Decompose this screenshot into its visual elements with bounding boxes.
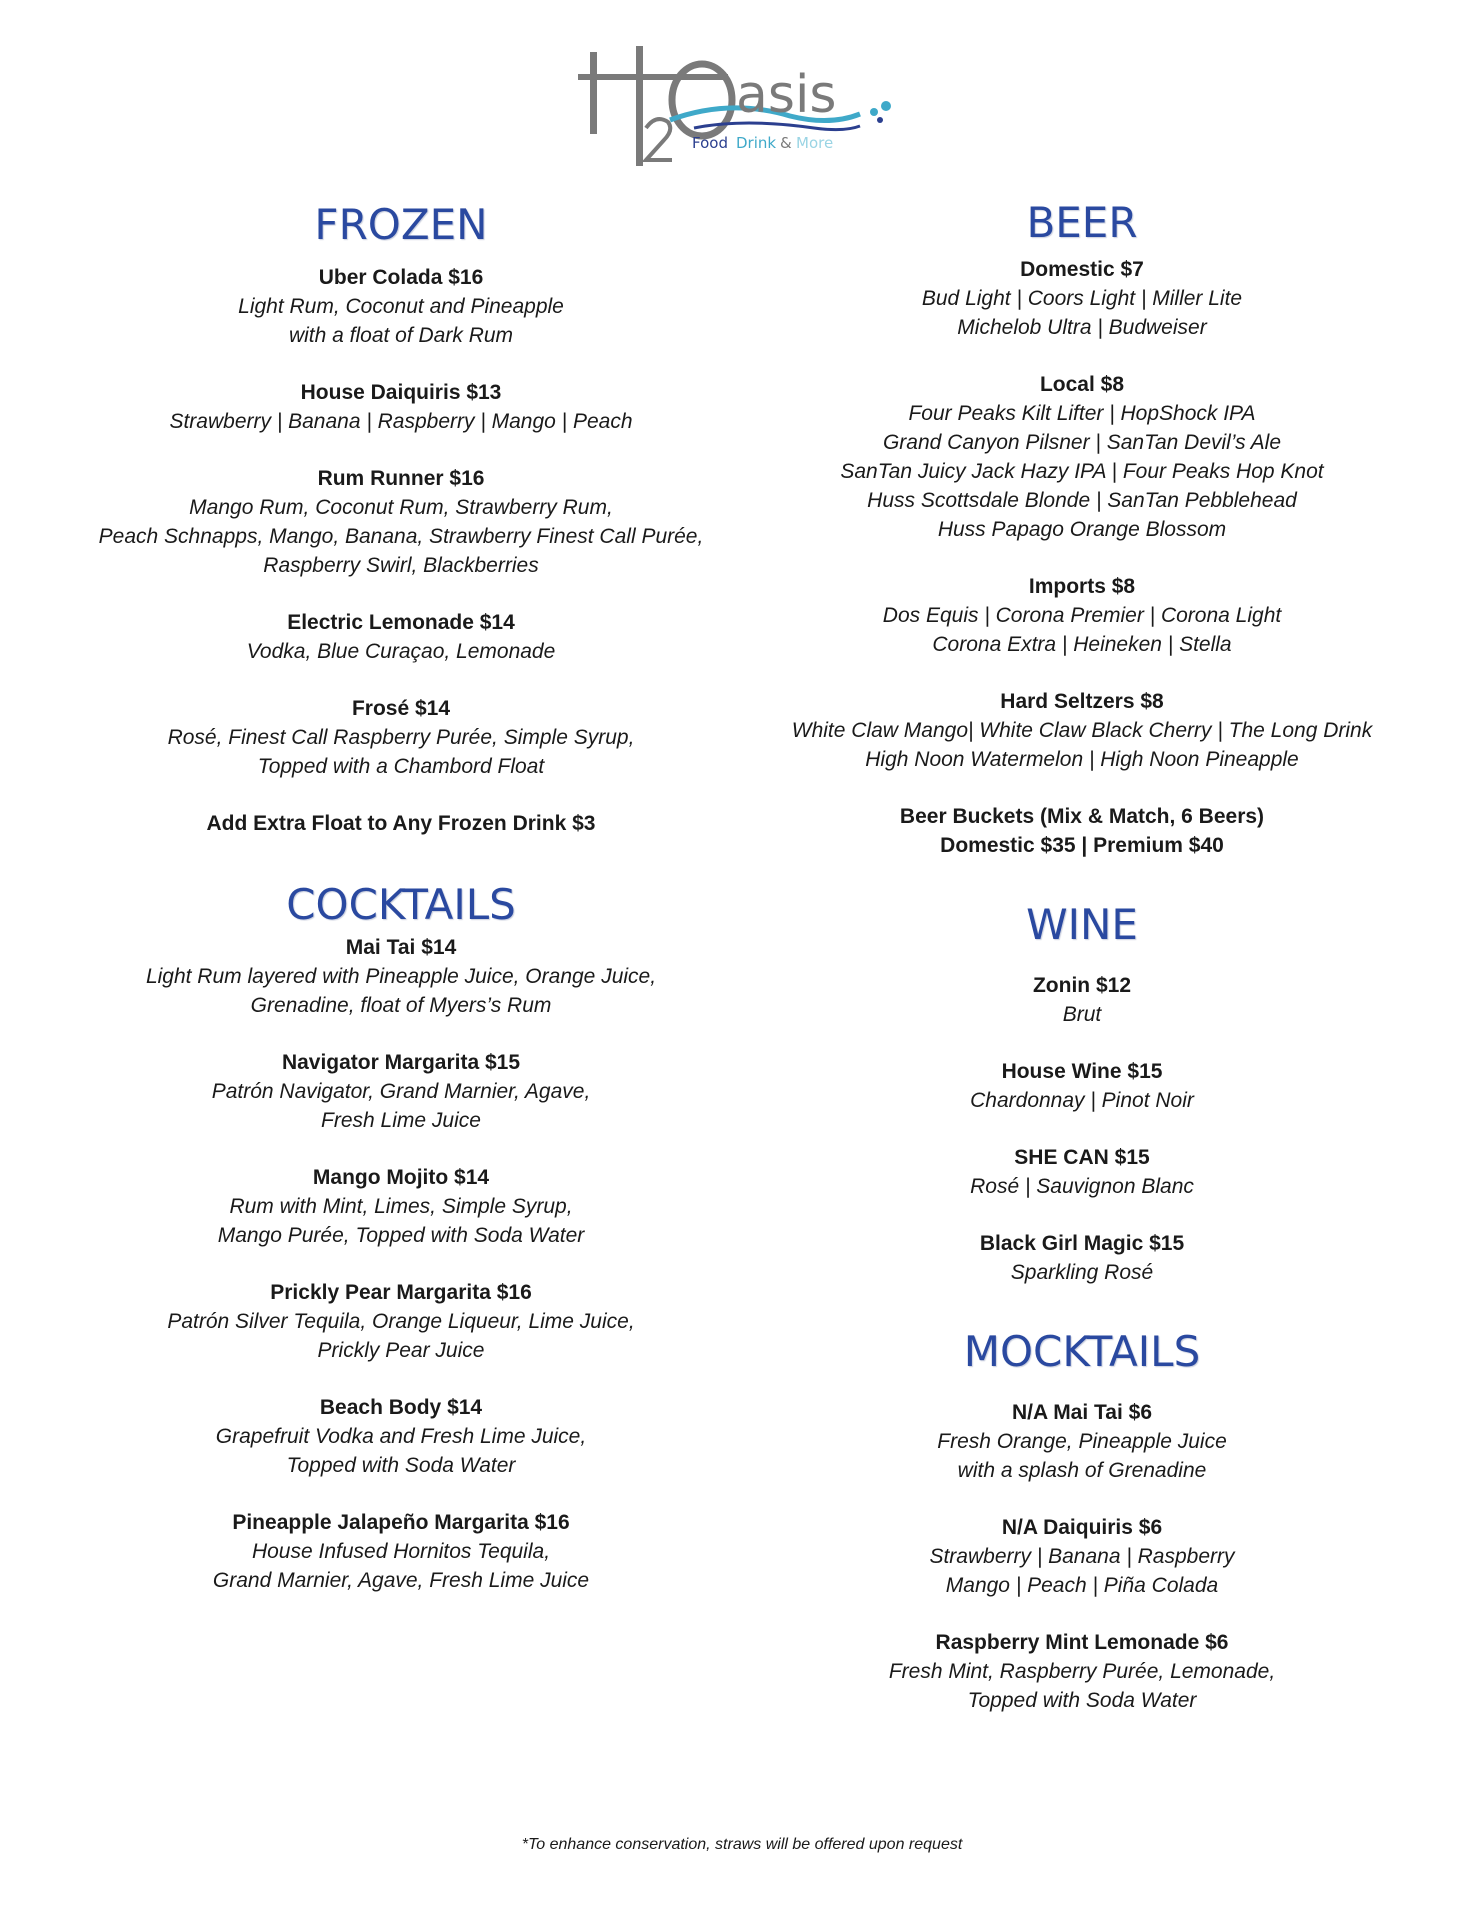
menu-item-name: Mai Tai $14 bbox=[345, 936, 457, 959]
frozen-menu-item bbox=[40, 378, 762, 436]
menu-item-description: Four Peaks Kilt Lifter | HopShock IPA Grand Canyon Pilsner | SanTan Devil’s Ale SanTan Juicy Jack Hazy IPA | Four Peaks Hop Knot Huss Scottsdale Blonde | SanTan Pebblehead Huss Papago Orange Blossom bbox=[840, 402, 1324, 541]
svg-text:Drink: Drink bbox=[736, 134, 777, 152]
frozen-menu-item bbox=[40, 809, 762, 838]
svg-text:More: More bbox=[796, 134, 834, 152]
menu-item-description: Light Rum layered with Pineapple Juice, Orange Juice, Grenadine, float of Myers’s Rum bbox=[145, 965, 657, 1017]
wine-menu-item bbox=[742, 1057, 1422, 1115]
cocktails-menu-item bbox=[40, 1163, 762, 1250]
menu-item-description: Grapefruit Vodka and Fresh Lime Juice, Topped with Soda Water bbox=[215, 1425, 587, 1477]
frozen-menu-item bbox=[40, 263, 762, 350]
beer-menu-item bbox=[742, 370, 1422, 544]
section-title-cocktails: COCKTAILS bbox=[286, 880, 516, 929]
menu-item-description: Mango Rum, Coconut Rum, Strawberry Rum, Peach Schnapps, Mango, Banana, Strawberry Finest Call Purée, Raspberry Swirl, Blackberries bbox=[98, 496, 704, 577]
frozen-menu-item bbox=[40, 694, 762, 781]
wine-menu-item bbox=[742, 971, 1422, 1029]
menu-item-name: Uber Colada $16 bbox=[318, 266, 484, 289]
beer-menu-item bbox=[742, 255, 1422, 342]
menu-item-name: Hard Seltzers $8 bbox=[1000, 690, 1164, 713]
mocktails-menu-item bbox=[742, 1398, 1422, 1485]
menu-item-name: Beer Buckets (Mix & Match, 6 Beers) Domestic $35 | Premium $40 bbox=[899, 805, 1265, 857]
cocktails-menu-item bbox=[40, 1508, 762, 1595]
svg-text:asis: asis bbox=[736, 65, 837, 125]
menu-item-description: Rosé, Finest Call Raspberry Purée, Simple Syrup, Topped with a Chambord Float bbox=[167, 726, 635, 778]
cocktails-list bbox=[40, 933, 762, 1595]
menu-item-name: Frosé $14 bbox=[351, 697, 451, 720]
frozen-menu-item bbox=[40, 464, 762, 580]
section-title-mocktails: MOCKTAILS bbox=[963, 1327, 1201, 1376]
menu-item-name: Zonin $12 bbox=[1032, 974, 1132, 997]
menu-item-description: White Claw Mango| White Claw Black Cherry | The Long Drink High Noon Watermelon | High Noon Pineapple bbox=[791, 719, 1373, 771]
menu-item-description: Chardonnay | Pinot Noir bbox=[970, 1089, 1194, 1112]
menu-item-description: Rosé | Sauvignon Blanc bbox=[970, 1175, 1194, 1198]
beer-list bbox=[742, 255, 1422, 860]
menu-item-description: Rum with Mint, Limes, Simple Syrup, Mango Purée, Topped with Soda Water bbox=[217, 1195, 585, 1247]
menu-item-description: Fresh Orange, Pineapple Juice with a splash of Grenadine bbox=[937, 1430, 1227, 1482]
menu-item-description: Dos Equis | Corona Premier | Corona Light Corona Extra | Heineken | Stella bbox=[882, 604, 1282, 656]
wine-menu-item bbox=[742, 1229, 1422, 1287]
menu-item-name: House Wine $15 bbox=[1001, 1060, 1163, 1083]
section-title-wine: WINE bbox=[1026, 900, 1138, 949]
menu-item-name: N/A Daiquiris $6 bbox=[1001, 1516, 1163, 1539]
menu-item-name: House Daiquiris $13 bbox=[300, 381, 502, 404]
menu-item-name: Mango Mojito $14 bbox=[312, 1166, 490, 1189]
menu-item-description: Patrón Silver Tequila, Orange Liqueur, Lime Juice, Prickly Pear Juice bbox=[167, 1310, 635, 1362]
menu-item-name: Raspberry Mint Lemonade $6 bbox=[935, 1631, 1229, 1654]
menu-item-name: Electric Lemonade $14 bbox=[287, 611, 515, 634]
menu-item-name: Imports $8 bbox=[1028, 575, 1136, 598]
menu-item-description: Strawberry | Banana | Raspberry | Mango | Peach bbox=[169, 410, 633, 433]
menu-item-name: Domestic $7 bbox=[1020, 258, 1144, 281]
frozen-list bbox=[40, 263, 762, 838]
wine-menu-item bbox=[742, 1143, 1422, 1201]
svg-text:Food: Food bbox=[692, 134, 728, 152]
menu-item-name: Add Extra Float to Any Frozen Drink $3 bbox=[206, 812, 596, 835]
footer-note: *To enhance conservation, straws will be offered upon request bbox=[521, 1836, 963, 1853]
svg-text:&: & bbox=[780, 134, 792, 152]
menu-item-description: Patrón Navigator, Grand Marnier, Agave, Fresh Lime Juice bbox=[211, 1080, 591, 1132]
menu-item-name: Black Girl Magic $15 bbox=[979, 1232, 1185, 1255]
menu-item-description: Fresh Mint, Raspberry Purée, Lemonade, Topped with Soda Water bbox=[888, 1660, 1276, 1712]
cocktails-menu-item bbox=[40, 1048, 762, 1135]
menu-item-name: Local $8 bbox=[1039, 373, 1125, 396]
beer-menu-item bbox=[742, 572, 1422, 659]
section-title-beer: BEER bbox=[1026, 198, 1138, 247]
menu-item-description: Light Rum, Coconut and Pineapple with a float of Dark Rum bbox=[238, 295, 564, 347]
cocktails-menu-item bbox=[40, 1393, 762, 1480]
beer-menu-item bbox=[742, 802, 1422, 860]
wine-list bbox=[742, 971, 1422, 1287]
mocktails-section bbox=[742, 1327, 1422, 1715]
mocktails-list bbox=[742, 1398, 1422, 1715]
brand-logo bbox=[574, 44, 914, 174]
right-column bbox=[742, 198, 1422, 1743]
menu-item-description: Vodka, Blue Curaçao, Lemonade bbox=[246, 640, 556, 663]
cocktails-menu-item bbox=[40, 1278, 762, 1365]
left-column bbox=[40, 200, 762, 1623]
menu-item-description: House Infused Hornitos Tequila, Grand Marnier, Agave, Fresh Lime Juice bbox=[212, 1540, 590, 1592]
menu-item-name: Pineapple Jalapeño Margarita $16 bbox=[232, 1511, 570, 1534]
mocktails-menu-item bbox=[742, 1628, 1422, 1715]
wine-section bbox=[742, 900, 1422, 1287]
section-title-frozen: FROZEN bbox=[314, 200, 488, 249]
menu-item-name: Navigator Margarita $15 bbox=[281, 1051, 521, 1074]
menu-item-description: Bud Light | Coors Light | Miller Lite Michelob Ultra | Budweiser bbox=[921, 287, 1243, 339]
beer-section bbox=[742, 198, 1422, 860]
cocktails-menu-item bbox=[40, 933, 762, 1020]
menu-item-description: Strawberry | Banana | Raspberry Mango | Peach | Piña Colada bbox=[929, 1545, 1235, 1597]
menu-item-name: SHE CAN $15 bbox=[1014, 1146, 1150, 1169]
mocktails-menu-item bbox=[742, 1513, 1422, 1600]
h2oasis-logo-icon bbox=[574, 44, 914, 174]
menu-item-name: Beach Body $14 bbox=[319, 1396, 483, 1419]
menu-item-description: Brut bbox=[1062, 1003, 1102, 1026]
frozen-menu-item bbox=[40, 608, 762, 666]
cocktails-section bbox=[40, 880, 762, 1595]
frozen-section bbox=[40, 200, 762, 838]
beer-menu-item bbox=[742, 687, 1422, 774]
menu-item-description: Sparkling Rosé bbox=[1010, 1261, 1154, 1284]
menu-item-name: N/A Mai Tai $6 bbox=[1011, 1401, 1153, 1424]
menu-item-name: Prickly Pear Margarita $16 bbox=[270, 1281, 532, 1304]
menu-item-name: Rum Runner $16 bbox=[317, 467, 485, 490]
